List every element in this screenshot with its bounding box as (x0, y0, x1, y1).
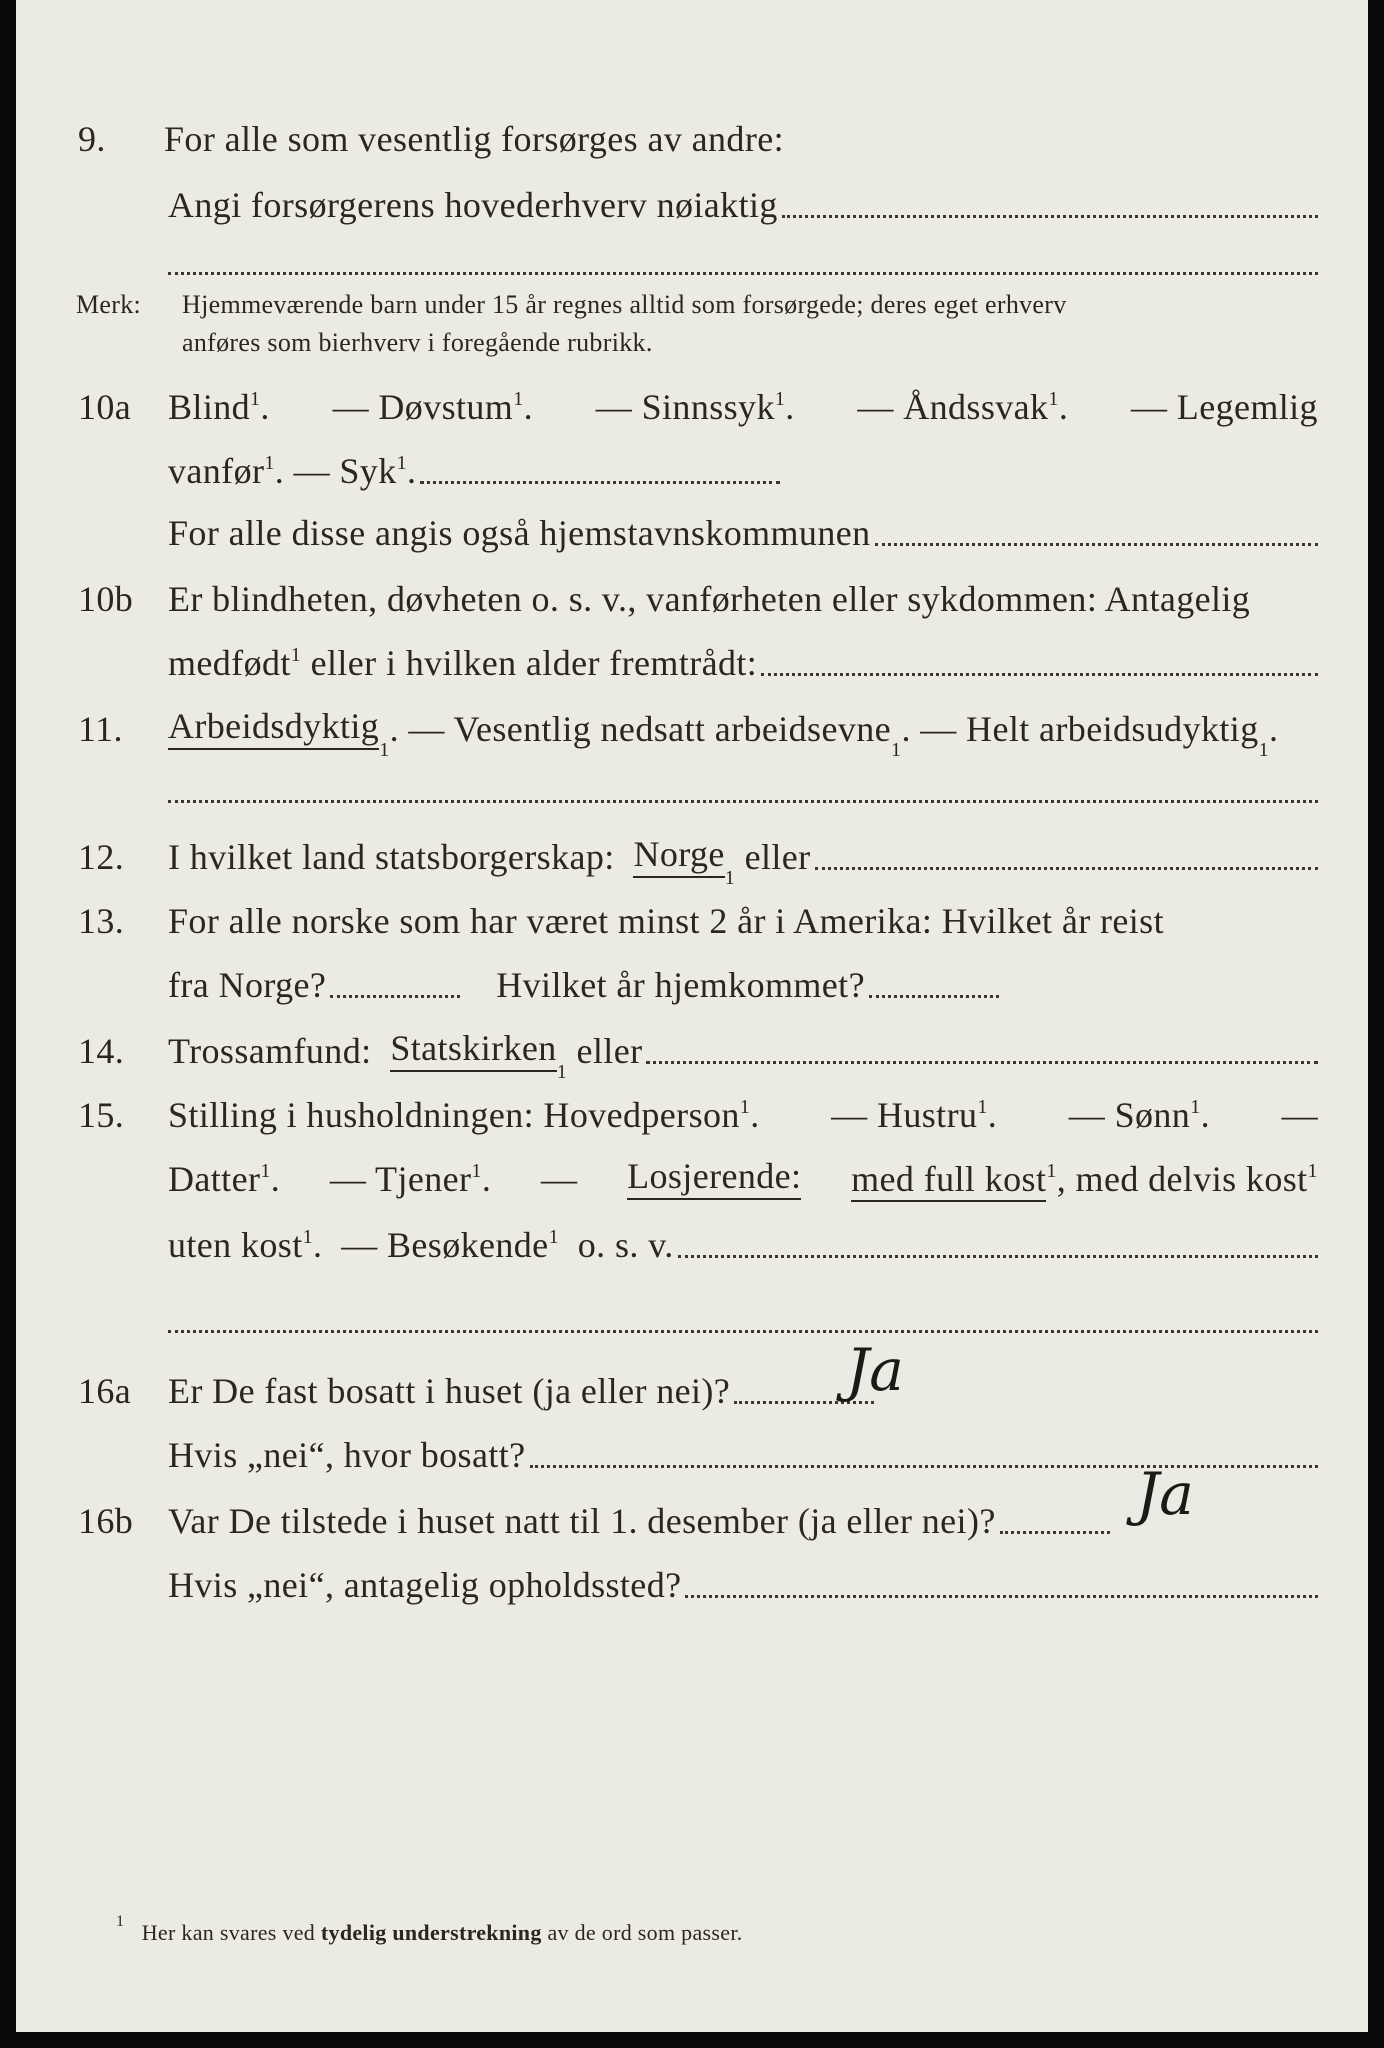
option-blind[interactable]: Blind$^1$. (168, 387, 270, 427)
question-10a-line3 (16, 494, 1368, 554)
question-number: 10b (78, 579, 134, 619)
question-12: 12. I hvilket land statsborgerskap: Norge 1 eller (16, 818, 1368, 878)
footnote-text: av de ord som passer. (541, 1920, 743, 1945)
question-text: o. s. v. (577, 1225, 674, 1265)
question-number: 13. (78, 901, 125, 941)
option-hovedperson[interactable]: Stilling i husholdningen: Hovedperson$^1$. (168, 1095, 760, 1135)
option-arbeidsdyktig[interactable]: Arbeidsdyktig (168, 705, 379, 750)
option-tjener[interactable]: — Tjener$^1$. (329, 1159, 492, 1199)
question-number: 16a (78, 1371, 132, 1411)
dash: — (1281, 1095, 1318, 1135)
note-text: Hjemmeværende barn under 15 år regnes alltid som forsørgede; deres eget erhverv (182, 290, 1067, 319)
answer-dotted-line[interactable] (678, 1255, 1318, 1258)
question-text: Er De fast bosatt i huset (ja eller nei)? (168, 1371, 731, 1411)
question-text: For alle som vesentlig forsørges av andre: (164, 119, 784, 159)
option-andssvak[interactable]: — Åndssvak$^1$. (857, 387, 1069, 427)
answer-dotted-line (782, 215, 1318, 218)
question-16a-line1 (16, 1352, 1368, 1412)
option-medfodt[interactable]: medfødt$^1$ (168, 643, 302, 683)
answer-dotted-line (168, 800, 1318, 803)
answer-field-present[interactable] (1000, 1531, 1110, 1534)
question-text: Var De tilstede i huset natt til 1. desember (ja eller nei)? (168, 1501, 996, 1541)
note-text: anføres som bierhverv i foregående rubrikk. (182, 328, 653, 357)
answer-dotted-line[interactable] (646, 1061, 1318, 1064)
answer-dotted-line[interactable] (815, 867, 1318, 870)
footnote (116, 1913, 743, 1946)
question-text: Trossamfund: (168, 1031, 372, 1071)
option-arbeidsudyktig[interactable]: — Helt arbeidsudyktig (920, 709, 1259, 749)
question-13-line1 (16, 882, 1368, 942)
answer-field-home-municipality[interactable] (168, 512, 1318, 554)
question-text: I hvilket land statsborgerskap: (168, 837, 615, 877)
question-9-line1 (16, 100, 1368, 160)
footnote-mark: 1 (116, 1913, 125, 1930)
question-text: fra Norge? (168, 965, 327, 1005)
dash: — (540, 1159, 578, 1199)
question-number: 16b (78, 1501, 134, 1541)
question-13-line2 (16, 946, 1368, 1006)
option-datter[interactable]: Datter$^1$. (168, 1159, 281, 1199)
question-text: For alle disse angis også hjemstavnskommunen (168, 513, 871, 553)
question-text: Hvis „nei“, hvor bosatt? (168, 1435, 526, 1475)
answer-dotted-line[interactable] (530, 1465, 1318, 1468)
footnote-text: Her kan svares ved (141, 1920, 321, 1945)
option-uten-kost[interactable]: uten kost$^1$. (168, 1225, 342, 1265)
question-11: 11. Arbeidsdyktig 1 . — Vesentlig nedsatt arbeidsevne 1 . — Helt arbeidsudyktig 1 . (78, 706, 1279, 761)
question-text: For alle norske som har været minst 2 år i Amerika: Hvilket år reist (168, 901, 1164, 941)
question-number: 15. (78, 1095, 125, 1135)
answer-field-main-occupation[interactable] (168, 184, 1318, 226)
handwritten-answer-16b: Ja (1136, 1460, 1194, 1528)
question-number: 9. (78, 119, 106, 159)
answer-dotted-line (168, 272, 1318, 275)
answer-dotted-line (168, 1330, 1318, 1333)
option-hustru[interactable]: — Hustru$^1$. (831, 1095, 998, 1135)
question-text: eller (576, 1031, 643, 1071)
question-text: Angi forsørgerens hovederhverv nøiaktig (168, 185, 778, 225)
question-10b-line2 (16, 624, 1368, 684)
option-norge[interactable]: Norge (633, 833, 724, 878)
question-16b-line2 (16, 1546, 1368, 1606)
footnote-emphasis: tydelig understrekning (320, 1920, 542, 1945)
question-text: Hvis „nei“, antagelig opholdssted? (168, 1565, 682, 1605)
question-10b-line1 (16, 560, 1368, 620)
question-number: 14. (78, 1031, 125, 1071)
option-nedsatt-arbeidsevne[interactable]: — Vesentlig nedsatt arbeidsevne (408, 709, 892, 749)
question-15-line1 (16, 1076, 1368, 1136)
option-vanfor[interactable]: vanfør$^1$. (168, 451, 294, 491)
question-10a-line1 (16, 368, 1368, 428)
question-number: 10a (78, 387, 132, 427)
option-legemlig[interactable]: — Legemlig (1131, 387, 1318, 427)
option-med-full-kost[interactable]: med full kost$^1$, med delvis kost$^1$ (851, 1158, 1318, 1200)
question-number: 12. (78, 837, 125, 877)
answer-dotted-line (420, 481, 780, 484)
answer-year-returned[interactable] (869, 995, 999, 998)
question-15-line3 (16, 1206, 1368, 1266)
question-text: eller i hvilken alder fremtrådt: (310, 643, 758, 683)
question-text: Hvilket år hjemkommet? (496, 965, 865, 1005)
question-15-line2 (16, 1140, 1368, 1200)
option-sinnssyk[interactable]: — Sinnssyk$^1$. (595, 387, 795, 427)
question-9-line2 (16, 166, 1368, 226)
handwritten-answer-16a: Ja (846, 1336, 904, 1404)
question-number: 11. (78, 709, 123, 749)
question-14: 14. Trossamfund: Statskirken 1 eller (16, 1012, 1368, 1072)
answer-dotted-line[interactable] (685, 1595, 1318, 1598)
note-label: Merk: (76, 290, 142, 319)
option-losjerende[interactable]: Losjerende: (627, 1155, 801, 1200)
answer-dotted-line (875, 543, 1318, 546)
option-dovstum[interactable]: — Døvstum$^1$. (332, 387, 534, 427)
option-besokende[interactable]: — Besøkende$^1$ (341, 1225, 559, 1265)
question-10a-line2 (16, 432, 1368, 492)
census-form-page (16, 0, 1368, 2032)
option-syk[interactable]: — Syk$^1$. (293, 451, 417, 491)
question-text: eller (744, 837, 811, 877)
answer-year-left[interactable] (330, 995, 460, 998)
question-text: Er blindheten, døvheten o. s. v., vanførheten eller sykdommen: Antagelig (168, 579, 1251, 619)
option-sonn[interactable]: — Sønn$^1$. (1068, 1095, 1210, 1135)
option-statskirken[interactable]: Statskirken (390, 1027, 556, 1072)
answer-dotted-line[interactable] (761, 673, 1318, 676)
